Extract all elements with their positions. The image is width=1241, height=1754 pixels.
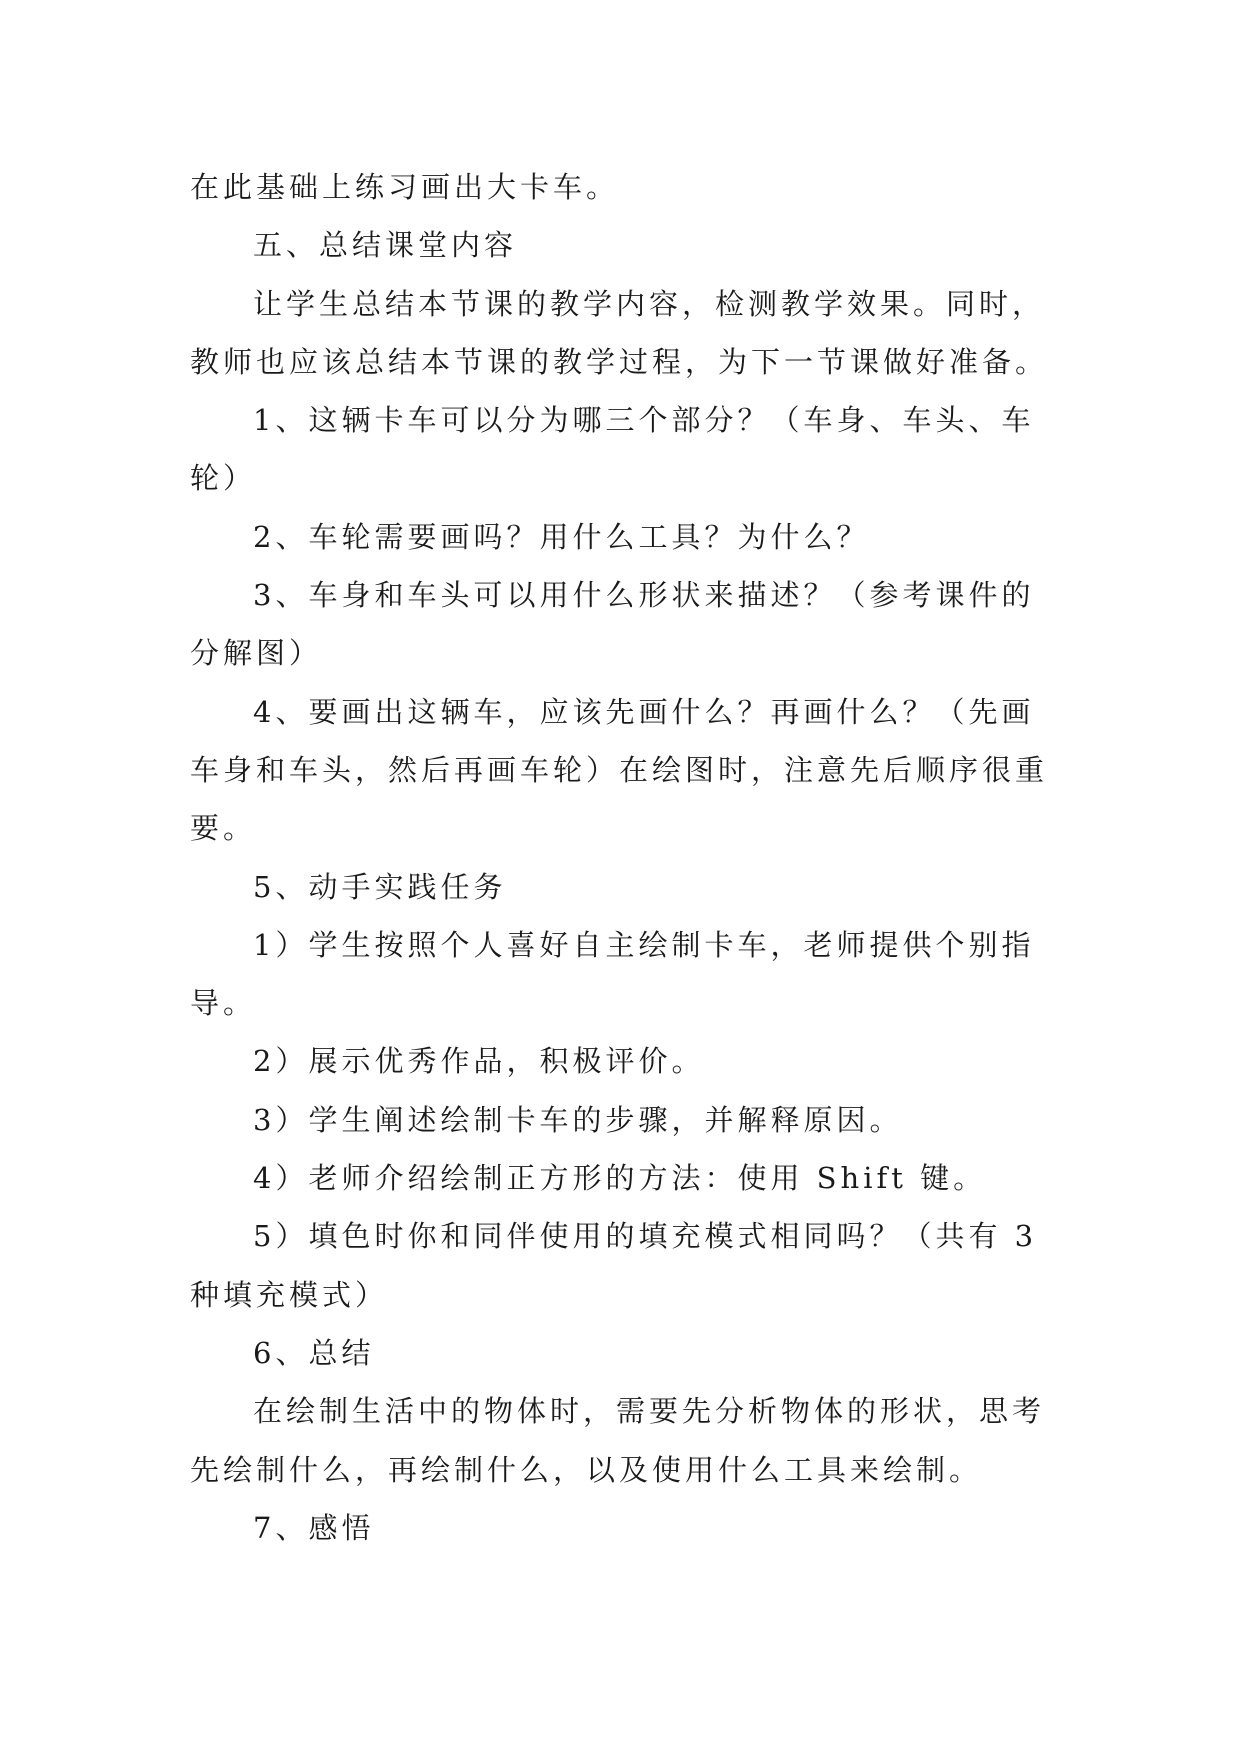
text-line: 1）学生按照个人喜好自主绘制卡车，老师提供个别指	[253, 927, 1035, 962]
document-body	[190, 158, 1060, 1557]
text-line: 在绘制生活中的物体时，需要先分析物体的形状，思考	[253, 1394, 1046, 1429]
text-line: 导。	[190, 986, 257, 1021]
text-line: 在此基础上练习画出大卡车。	[190, 170, 620, 204]
text-line: 2）展示优秀作品，积极评价。	[253, 1044, 705, 1079]
text-line: 车身和车头，然后再画车轮）在绘图时，注意先后顺序很重	[190, 752, 1049, 787]
text-line: 7、感悟	[253, 1510, 375, 1545]
text-line: 轮）	[190, 461, 257, 496]
text-line: 教师也应该总结本节课的教学过程，为下一节课做好准备。	[190, 344, 1049, 379]
text-line: 5、动手实践任务	[253, 869, 507, 904]
text-line: 1、这辆卡车可以分为哪三个部分？（车身、车头、车	[253, 403, 1035, 438]
text-line: 6、总结	[253, 1335, 375, 1370]
text-line: 4、要画出这辆车，应该先画什么？再画什么？（先画	[253, 694, 1035, 729]
text-line: 种填充模式）	[190, 1277, 389, 1312]
text-line: 五、总结课堂内容	[253, 228, 518, 263]
text-line: 5）填色时你和同伴使用的填充模式相同吗？（共有 3	[253, 1219, 1038, 1254]
text-line: 先绘制什么，再绘制什么，以及使用什么工具来绘制。	[190, 1452, 983, 1487]
text-line: 要。	[190, 811, 257, 846]
text-line: 让学生总结本节课的教学内容，检测教学效果。同时，	[253, 286, 1046, 321]
text-line: 3）学生阐述绘制卡车的步骤，并解释原因。	[253, 1102, 903, 1137]
text-line: 2、车轮需要画吗？用什么工具？为什么？	[253, 519, 870, 554]
text-line: 3、车身和车头可以用什么形状来描述？（参考课件的	[253, 578, 1035, 613]
text-line: 4）老师介绍绘制正方形的方法：使用 Shift 键。	[253, 1161, 987, 1196]
text-line: 分解图）	[190, 636, 323, 671]
